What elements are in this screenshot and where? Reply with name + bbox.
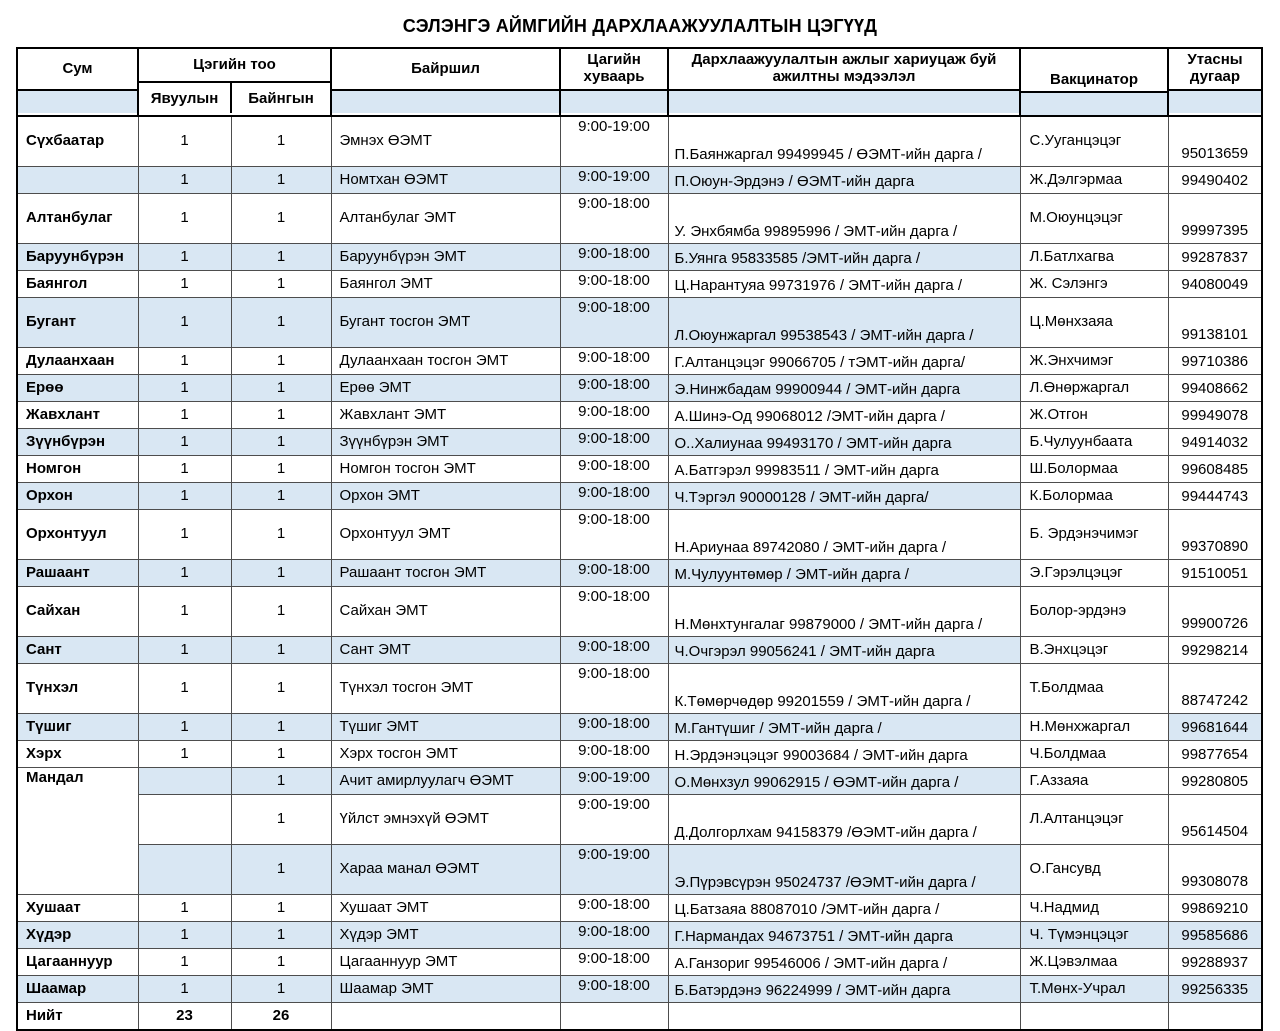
cell-mobile: 1 <box>138 587 231 637</box>
table-row <box>17 483 1262 510</box>
cell-staff: Д.Долгорлхам 94158379 /ӨЭМТ-ийн дарга / <box>668 795 1020 845</box>
cell-mobile: 1 <box>138 167 231 194</box>
cell-schedule: 9:00-18:00 <box>560 976 668 1003</box>
cell-permanent: 1 <box>231 922 331 949</box>
cell-vaccinator: Н.Мөнхжаргал <box>1020 714 1168 741</box>
cell-vaccinator: Ж.Энхчимэг <box>1020 348 1168 375</box>
cell-location: Рашаант тосгон ЭМТ <box>331 560 560 587</box>
cell-phone: 99370890 <box>1168 510 1262 560</box>
cell-schedule: 9:00-18:00 <box>560 922 668 949</box>
cell-phone: 91510051 <box>1168 560 1262 587</box>
cell-vaccinator: Э.Гэрэлцэцэг <box>1020 560 1168 587</box>
cell-phone: 99490402 <box>1168 167 1262 194</box>
table-row <box>17 456 1262 483</box>
cell-permanent: 1 <box>231 194 331 244</box>
cell-sum: Хушаат <box>17 895 138 922</box>
cell-staff: Н.Ариунаа 89742080 / ЭМТ-ийн дарга / <box>668 510 1020 560</box>
cell-vaccinator: Т.Болдмаа <box>1020 664 1168 714</box>
cell-location: Эмнэх ӨЭМТ <box>331 116 560 167</box>
table-row <box>17 348 1262 375</box>
cell-staff: Ц.Батзаяа 88087010 /ЭМТ-ийн дарга / <box>668 895 1020 922</box>
cell-location: Хэрх тосгон ЭМТ <box>331 741 560 768</box>
cell-sum: Баянгол <box>17 271 138 298</box>
table-row <box>17 949 1262 976</box>
total-cell-schedule <box>560 1003 668 1031</box>
document-page <box>0 16 1280 1031</box>
cell-phone: 88747242 <box>1168 664 1262 714</box>
cell-staff: Г.Нармандах 94673751 / ЭМТ-ийн дарга <box>668 922 1020 949</box>
cell-phone: 99408662 <box>1168 375 1262 402</box>
cell-location: Үйлст эмнэхүй ӨЭМТ <box>331 795 560 845</box>
header-staff-info <box>668 48 1020 116</box>
cell-mobile: 1 <box>138 637 231 664</box>
cell-phone: 99308078 <box>1168 845 1262 895</box>
cell-phone: 99681644 <box>1168 714 1262 741</box>
table-header <box>17 48 1262 116</box>
header-point-count <box>138 48 331 116</box>
cell-schedule: 9:00-18:00 <box>560 664 668 714</box>
cell-schedule: 9:00-18:00 <box>560 741 668 768</box>
cell-phone: 99280805 <box>1168 768 1262 795</box>
cell-vaccinator: Т.Мөнх-Учрал <box>1020 976 1168 1003</box>
cell-sum: Дулаанхаан <box>17 348 138 375</box>
cell-schedule: 9:00-18:00 <box>560 429 668 456</box>
header-staff-info-label: Дархлаажуулалтын ажлыг хариуцаж буй ажилтны мэдээлэл <box>691 51 997 85</box>
cell-mobile: 1 <box>138 949 231 976</box>
cell-vaccinator: Л.Батлхагва <box>1020 244 1168 271</box>
cell-permanent: 1 <box>231 244 331 271</box>
cell-schedule: 9:00-18:00 <box>560 375 668 402</box>
header-schedule-label: Цагийн хуваарь <box>583 51 645 85</box>
cell-mobile: 1 <box>138 664 231 714</box>
cell-sum <box>17 167 138 194</box>
cell-staff: Н.Мөнхтунгалаг 99879000 / ЭМТ-ийн дарга / <box>668 587 1020 637</box>
cell-location: Ачит амирлуулагч ӨЭМТ <box>331 768 560 795</box>
cell-location: Бугант тосгон ЭМТ <box>331 298 560 348</box>
table-row <box>17 768 1262 795</box>
cell-permanent: 1 <box>231 429 331 456</box>
cell-sum: Түнхэл <box>17 664 138 714</box>
header-sum-label: Сум <box>62 59 93 77</box>
cell-location: Түнхэл тосгон ЭМТ <box>331 664 560 714</box>
cell-sum: Цагааннуур <box>17 949 138 976</box>
cell-vaccinator: Б. Эрдэнэчимэг <box>1020 510 1168 560</box>
cell-sum: Рашаант <box>17 560 138 587</box>
cell-vaccinator: С.Ууганцэцэг <box>1020 116 1168 167</box>
table-row <box>17 194 1262 244</box>
cell-mobile: 1 <box>138 510 231 560</box>
cell-phone: 99877654 <box>1168 741 1262 768</box>
table-row <box>17 271 1262 298</box>
cell-sum: Шаамар <box>17 976 138 1003</box>
cell-mobile <box>138 795 231 845</box>
cell-staff: Ч.Очгэрэл 99056241 / ЭМТ-ийн дарга <box>668 637 1020 664</box>
cell-permanent: 1 <box>231 456 331 483</box>
cell-permanent: 1 <box>231 375 331 402</box>
cell-phone: 99288937 <box>1168 949 1262 976</box>
cell-permanent: 1 <box>231 510 331 560</box>
cell-permanent: 1 <box>231 167 331 194</box>
cell-sum: Номгон <box>17 456 138 483</box>
table-row <box>17 560 1262 587</box>
cell-vaccinator: Ж.Цэвэлмаа <box>1020 949 1168 976</box>
total-row <box>17 1003 1262 1031</box>
cell-staff: К.Төмөрчөдөр 99201559 / ЭМТ-ийн дарга / <box>668 664 1020 714</box>
cell-phone: 99298214 <box>1168 637 1262 664</box>
table-row <box>17 510 1262 560</box>
cell-schedule: 9:00-19:00 <box>560 768 668 795</box>
table-row <box>17 741 1262 768</box>
table-row <box>17 587 1262 637</box>
header-location-label: Байршил <box>411 59 480 77</box>
cell-staff: Э.Нинжбадам 99900944 / ЭМТ-ийн дарга <box>668 375 1020 402</box>
cell-mobile: 1 <box>138 429 231 456</box>
header-phone-label: Утасны дугаар <box>1187 51 1243 85</box>
cell-permanent: 1 <box>231 845 331 895</box>
cell-location: Алтанбулаг ЭМТ <box>331 194 560 244</box>
cell-schedule: 9:00-18:00 <box>560 244 668 271</box>
cell-location: Номтхан ӨЭМТ <box>331 167 560 194</box>
cell-vaccinator: Г.Аззаяа <box>1020 768 1168 795</box>
cell-sum: Зүүнбүрэн <box>17 429 138 456</box>
cell-staff: Б.Батэрдэнэ 96224999 / ЭМТ-ийн дарга <box>668 976 1020 1003</box>
total-cell-sum: Нийт <box>17 1003 138 1031</box>
cell-mobile: 1 <box>138 976 231 1003</box>
cell-location: Орхонтуул ЭМТ <box>331 510 560 560</box>
cell-schedule: 9:00-19:00 <box>560 795 668 845</box>
cell-vaccinator: Л.Өнөржаргал <box>1020 375 1168 402</box>
cell-phone: 99900726 <box>1168 587 1262 637</box>
cell-phone: 95614504 <box>1168 795 1262 845</box>
cell-permanent: 1 <box>231 587 331 637</box>
cell-location: Түшиг ЭМТ <box>331 714 560 741</box>
cell-location: Баянгол ЭМТ <box>331 271 560 298</box>
cell-sum: Мандал <box>17 768 138 895</box>
cell-permanent: 1 <box>231 348 331 375</box>
cell-mobile: 1 <box>138 116 231 167</box>
cell-phone: 99997395 <box>1168 194 1262 244</box>
cell-mobile: 1 <box>138 402 231 429</box>
cell-sum: Хүдэр <box>17 922 138 949</box>
cell-mobile: 1 <box>138 922 231 949</box>
cell-location: Номгон тосгон ЭМТ <box>331 456 560 483</box>
cell-schedule: 9:00-18:00 <box>560 402 668 429</box>
total-cell-phone <box>1168 1003 1262 1031</box>
cell-schedule: 9:00-18:00 <box>560 456 668 483</box>
cell-mobile: 1 <box>138 375 231 402</box>
cell-location: Цагааннуур ЭМТ <box>331 949 560 976</box>
cell-schedule: 9:00-18:00 <box>560 271 668 298</box>
cell-permanent: 1 <box>231 271 331 298</box>
header-strip <box>332 91 559 113</box>
cell-sum: Сайхан <box>17 587 138 637</box>
cell-staff: Г.Алтанцэцэг 99066705 / тЭМТ-ийн дарга/ <box>668 348 1020 375</box>
cell-staff: П.Баянжаргал 99499945 / ӨЭМТ-ийн дарга / <box>668 116 1020 167</box>
cell-sum: Жавхлант <box>17 402 138 429</box>
cell-vaccinator: Ж. Сэлэнгэ <box>1020 271 1168 298</box>
cell-phone: 99256335 <box>1168 976 1262 1003</box>
cell-vaccinator: Ц.Мөнхзаяа <box>1020 298 1168 348</box>
cell-sum: Баруунбүрэн <box>17 244 138 271</box>
header-strip <box>1021 93 1167 115</box>
cell-phone: 99138101 <box>1168 298 1262 348</box>
cell-schedule: 9:00-18:00 <box>560 637 668 664</box>
cell-vaccinator: Ч.Болдмаа <box>1020 741 1168 768</box>
cell-vaccinator: Болор-эрдэнэ <box>1020 587 1168 637</box>
header-strip <box>1169 91 1261 113</box>
cell-schedule: 9:00-19:00 <box>560 167 668 194</box>
cell-sum: Сүхбаатар <box>17 116 138 167</box>
cell-location: Сайхан ЭМТ <box>331 587 560 637</box>
cell-phone: 94080049 <box>1168 271 1262 298</box>
cell-phone: 99608485 <box>1168 456 1262 483</box>
table-row <box>17 845 1262 895</box>
cell-staff: Ц.Нарантуяа 99731976 / ЭМТ-ийн дарга / <box>668 271 1020 298</box>
table-body <box>17 116 1262 1030</box>
page-title: СЭЛЭНГЭ АЙМГИЙН ДАРХЛААЖУУЛАЛТЫН ЦЭГҮҮД <box>402 16 878 36</box>
cell-location: Дулаанхаан тосгон ЭМТ <box>331 348 560 375</box>
header-schedule <box>560 48 668 116</box>
total-cell-location <box>331 1003 560 1031</box>
cell-mobile <box>138 845 231 895</box>
table-row <box>17 637 1262 664</box>
cell-schedule: 9:00-19:00 <box>560 845 668 895</box>
cell-vaccinator: Ч.Надмид <box>1020 895 1168 922</box>
header-vaccinator <box>1020 48 1168 116</box>
cell-permanent: 1 <box>231 741 331 768</box>
cell-schedule: 9:00-18:00 <box>560 348 668 375</box>
cell-location: Баруунбүрэн ЭМТ <box>331 244 560 271</box>
cell-schedule: 9:00-18:00 <box>560 510 668 560</box>
header-point-count-label: Цэгийн тоо <box>193 55 276 73</box>
cell-staff: Н.Эрдэнэцэцэг 99003684 / ЭМТ-ийн дарга <box>668 741 1020 768</box>
cell-mobile: 1 <box>138 298 231 348</box>
header-strip <box>561 91 667 113</box>
table-row <box>17 976 1262 1003</box>
cell-permanent: 1 <box>231 976 331 1003</box>
cell-permanent: 1 <box>231 402 331 429</box>
cell-schedule: 9:00-18:00 <box>560 560 668 587</box>
cell-phone: 99869210 <box>1168 895 1262 922</box>
table-row <box>17 795 1262 845</box>
total-cell-permanent: 26 <box>231 1003 331 1031</box>
table-row <box>17 167 1262 194</box>
cell-mobile: 1 <box>138 714 231 741</box>
cell-mobile: 1 <box>138 483 231 510</box>
total-cell-vaccinator <box>1020 1003 1168 1031</box>
cell-mobile: 1 <box>138 560 231 587</box>
cell-mobile: 1 <box>138 895 231 922</box>
cell-mobile: 1 <box>138 244 231 271</box>
cell-vaccinator: К.Болормаа <box>1020 483 1168 510</box>
table-row <box>17 429 1262 456</box>
cell-staff: А.Батгэрэл 99983511 / ЭМТ-ийн дарга <box>668 456 1020 483</box>
cell-location: Жавхлант ЭМТ <box>331 402 560 429</box>
header-sum <box>17 48 138 116</box>
cell-permanent: 1 <box>231 949 331 976</box>
cell-sum: Сант <box>17 637 138 664</box>
cell-staff: М.Чулуунтөмөр / ЭМТ-ийн дарга / <box>668 560 1020 587</box>
cell-staff: У. Энхбямба 99895996 / ЭМТ-ийн дарга / <box>668 194 1020 244</box>
table-row <box>17 116 1262 167</box>
cell-mobile: 1 <box>138 271 231 298</box>
table-row <box>17 922 1262 949</box>
cell-vaccinator: Л.Алтанцэцэг <box>1020 795 1168 845</box>
cell-permanent: 1 <box>231 795 331 845</box>
cell-vaccinator: Б.Чулуунбаата <box>1020 429 1168 456</box>
total-cell-staff <box>668 1003 1020 1031</box>
cell-vaccinator: О.Гансувд <box>1020 845 1168 895</box>
cell-staff: А.Ганзориг 99546006 / ЭМТ-ийн дарга / <box>668 949 1020 976</box>
cell-mobile <box>138 768 231 795</box>
cell-permanent: 1 <box>231 637 331 664</box>
cell-staff: О.Мөнхзул 99062915 / ӨЭМТ-ийн дарга / <box>668 768 1020 795</box>
cell-schedule: 9:00-18:00 <box>560 298 668 348</box>
cell-permanent: 1 <box>231 116 331 167</box>
header-row <box>17 48 1262 116</box>
header-vaccinator-label: Вакцинатор <box>1049 71 1138 89</box>
cell-permanent: 1 <box>231 768 331 795</box>
cell-location: Зүүнбүрэн ЭМТ <box>331 429 560 456</box>
cell-phone: 99585686 <box>1168 922 1262 949</box>
cell-permanent: 1 <box>231 483 331 510</box>
header-phone <box>1168 48 1262 116</box>
vaccination-points-table <box>16 47 1263 1031</box>
cell-mobile: 1 <box>138 348 231 375</box>
cell-location: Ерөө ЭМТ <box>331 375 560 402</box>
cell-permanent: 1 <box>231 714 331 741</box>
cell-staff: Э.Пүрэвсүрэн 95024737 /ӨЭМТ-ийн дарга / <box>668 845 1020 895</box>
cell-staff: О..Халиунаа 99493170 / ЭМТ-ийн дарга <box>668 429 1020 456</box>
cell-sum: Алтанбулаг <box>17 194 138 244</box>
cell-sum: Орхон <box>17 483 138 510</box>
cell-phone: 94914032 <box>1168 429 1262 456</box>
cell-vaccinator: Ж.Дэлгэрмаа <box>1020 167 1168 194</box>
header-strip <box>18 91 137 113</box>
table-row <box>17 244 1262 271</box>
cell-vaccinator: Ч. Түмэнцэцэг <box>1020 922 1168 949</box>
cell-vaccinator: Ж.Отгон <box>1020 402 1168 429</box>
cell-phone: 95013659 <box>1168 116 1262 167</box>
header-mobile: Явуулын <box>139 83 232 113</box>
cell-mobile: 1 <box>138 194 231 244</box>
cell-location: Шаамар ЭМТ <box>331 976 560 1003</box>
cell-location: Сант ЭМТ <box>331 637 560 664</box>
cell-location: Орхон ЭМТ <box>331 483 560 510</box>
cell-schedule: 9:00-18:00 <box>560 587 668 637</box>
cell-permanent: 1 <box>231 298 331 348</box>
cell-sum: Ерөө <box>17 375 138 402</box>
table-row <box>17 895 1262 922</box>
cell-phone: 99444743 <box>1168 483 1262 510</box>
cell-location: Хараа манал ӨЭМТ <box>331 845 560 895</box>
cell-sum: Бугант <box>17 298 138 348</box>
cell-schedule: 9:00-18:00 <box>560 949 668 976</box>
cell-schedule: 9:00-18:00 <box>560 194 668 244</box>
cell-sum: Хэрх <box>17 741 138 768</box>
header-location <box>331 48 560 116</box>
cell-sum: Орхонтуул <box>17 510 138 560</box>
cell-permanent: 1 <box>231 895 331 922</box>
table-row <box>17 714 1262 741</box>
cell-schedule: 9:00-19:00 <box>560 116 668 167</box>
cell-location: Хүдэр ЭМТ <box>331 922 560 949</box>
table-row <box>17 664 1262 714</box>
table-row <box>17 298 1262 348</box>
cell-mobile: 1 <box>138 741 231 768</box>
cell-staff: Б.Уянга 95833585 /ЭМТ-ийн дарга / <box>668 244 1020 271</box>
cell-phone: 99949078 <box>1168 402 1262 429</box>
cell-vaccinator: М.Оюунцэцэг <box>1020 194 1168 244</box>
cell-staff: М.Гантүшиг / ЭМТ-ийн дарга / <box>668 714 1020 741</box>
cell-staff: А.Шинэ-Од 99068012 /ЭМТ-ийн дарга / <box>668 402 1020 429</box>
cell-schedule: 9:00-18:00 <box>560 714 668 741</box>
cell-staff: Ч.Тэргэл 90000128 / ЭМТ-ийн дарга/ <box>668 483 1020 510</box>
cell-schedule: 9:00-18:00 <box>560 483 668 510</box>
table-row <box>17 402 1262 429</box>
cell-phone: 99287837 <box>1168 244 1262 271</box>
cell-vaccinator: В.Энхцэцэг <box>1020 637 1168 664</box>
cell-staff: Л.Оюунжаргал 99538543 / ЭМТ-ийн дарга / <box>668 298 1020 348</box>
cell-schedule: 9:00-18:00 <box>560 895 668 922</box>
cell-permanent: 1 <box>231 664 331 714</box>
total-cell-mobile: 23 <box>138 1003 231 1031</box>
cell-sum: Түшиг <box>17 714 138 741</box>
header-strip <box>669 91 1019 113</box>
cell-staff: П.Оюун-Эрдэнэ / ӨЭМТ-ийн дарга <box>668 167 1020 194</box>
cell-phone: 99710386 <box>1168 348 1262 375</box>
cell-permanent: 1 <box>231 560 331 587</box>
table-row <box>17 375 1262 402</box>
cell-vaccinator: Ш.Болормаа <box>1020 456 1168 483</box>
header-permanent: Байнгын <box>248 89 314 107</box>
cell-location: Хушаат ЭМТ <box>331 895 560 922</box>
cell-mobile: 1 <box>138 456 231 483</box>
